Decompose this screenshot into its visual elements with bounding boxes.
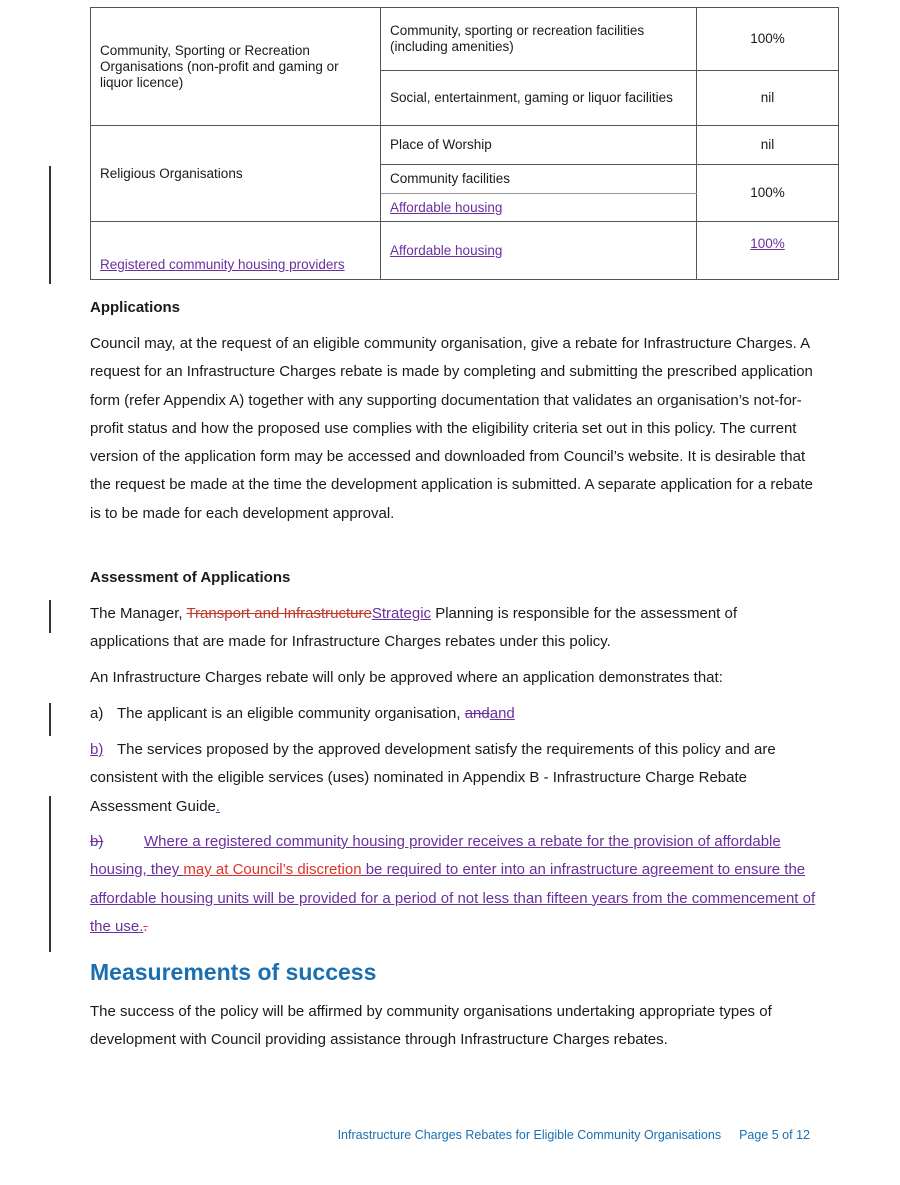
change-bar bbox=[49, 166, 51, 284]
inserted-text: and bbox=[489, 705, 515, 722]
table-cell-rebate bbox=[697, 222, 839, 280]
measurements-heading: Measurements of success bbox=[90, 959, 377, 985]
inserted-text: 100% bbox=[750, 236, 785, 251]
inserted-text: may at Council’s discretion bbox=[183, 861, 362, 879]
applications-body: Council may, at the request of an eligible community organisation, give a rebate for Infrastructure Charges. A request for an Infrastructure Charges rebate is made by completing and submitting the prescribed application form (refer Appendix A) together with any supporting documentation that validates an organisation’s not-for-profit status and how the proposed use complies with the eligibility criteria set out in this policy. The current version of the application form may be accessed and downloaded from Council’s website. It is desirable that the request be made at the time the development application is submitted. A separate application for a rebate is to be made for each development approval. bbox=[90, 335, 813, 522]
table-cell-use: Place of Worship bbox=[381, 126, 697, 165]
eligibility-table bbox=[90, 7, 839, 280]
inserted-text: Where a registered community housing provider receives a rebate for the provision of affordable housing, they bbox=[90, 833, 781, 879]
page-footer bbox=[338, 1128, 810, 1142]
page-number: Page 5 of 12 bbox=[739, 1128, 810, 1142]
table-cell-use: Community, sporting or recreation facilities (including amenities) bbox=[381, 8, 697, 71]
measurements-body: The success of the policy will be affirmed by community organisations undertaking appropriate types of development with Council providing assistance through Infrastructure Charges rebates. bbox=[90, 1003, 772, 1049]
footer-title: Infrastructure Charges Rebates for Eligible Community Organisations bbox=[337, 1128, 722, 1142]
list-item: b) The services proposed by the approved development satisfy the requirements of this policy and are consistent with the eligible services (uses) nominated in Appendix B - Infrastructure Charge Rebate Assessment Guide. bbox=[90, 736, 820, 821]
table-cell-organisation: Community, Sporting or Recreation Organisations (non-profit and gaming or liquor licence) bbox=[91, 8, 381, 126]
inserted-text: Affordable housing bbox=[390, 199, 503, 215]
deleted-text: . bbox=[143, 917, 148, 935]
inserted-text: . bbox=[215, 797, 221, 815]
list-label: a) bbox=[90, 705, 104, 722]
table-row bbox=[91, 222, 839, 280]
change-bar bbox=[49, 796, 51, 952]
table-cell-rebate: 100% bbox=[697, 8, 839, 71]
inserted-text: be required to enter into an infrastructure agreement to ensure the affordable housing units will be provided for a period of not less than fifteen years from the commencement of the use. bbox=[90, 861, 816, 935]
table-cell-rebate: nil bbox=[697, 71, 839, 126]
table-cell-rebate: 100% bbox=[697, 165, 839, 222]
table-cell-organisation: Religious Organisations bbox=[91, 126, 381, 222]
deleted-text: and bbox=[464, 705, 490, 722]
table-row bbox=[91, 126, 839, 165]
inserted-text: Strategic bbox=[371, 605, 432, 622]
table-cell-use bbox=[381, 222, 697, 280]
table-cell-use: Community facilities bbox=[381, 165, 697, 194]
change-bar bbox=[49, 600, 51, 633]
table-cell-use bbox=[381, 194, 697, 222]
assessment-paragraph-2: An Infrastructure Charges rebate will only be approved where an application demonstrates that: bbox=[90, 669, 723, 686]
assessment-heading: Assessment of Applications bbox=[90, 569, 291, 586]
table-cell-rebate: nil bbox=[697, 126, 839, 165]
deleted-text: b) bbox=[90, 833, 104, 850]
list-item: a) The applicant is an eligible community organisation, andand bbox=[90, 700, 820, 728]
list-label: b) bbox=[90, 741, 104, 758]
inserted-text: Affordable housing bbox=[390, 242, 503, 258]
list-item bbox=[90, 828, 820, 941]
table-row bbox=[91, 8, 839, 71]
change-bar bbox=[49, 703, 51, 736]
table-cell-organisation bbox=[91, 222, 381, 280]
applications-heading: Applications bbox=[90, 299, 181, 316]
assessment-paragraph-1: The Manager, Transport and InfrastructureStrategic Planning is responsible for the assessment of applications that are made for Infrastructure Charges rebates under this policy. bbox=[90, 605, 738, 651]
deleted-text: Transport and Infrastructure bbox=[186, 605, 372, 622]
table-cell-use: Social, entertainment, gaming or liquor facilities bbox=[381, 71, 697, 126]
inserted-text: Registered community housing providers bbox=[100, 257, 345, 272]
